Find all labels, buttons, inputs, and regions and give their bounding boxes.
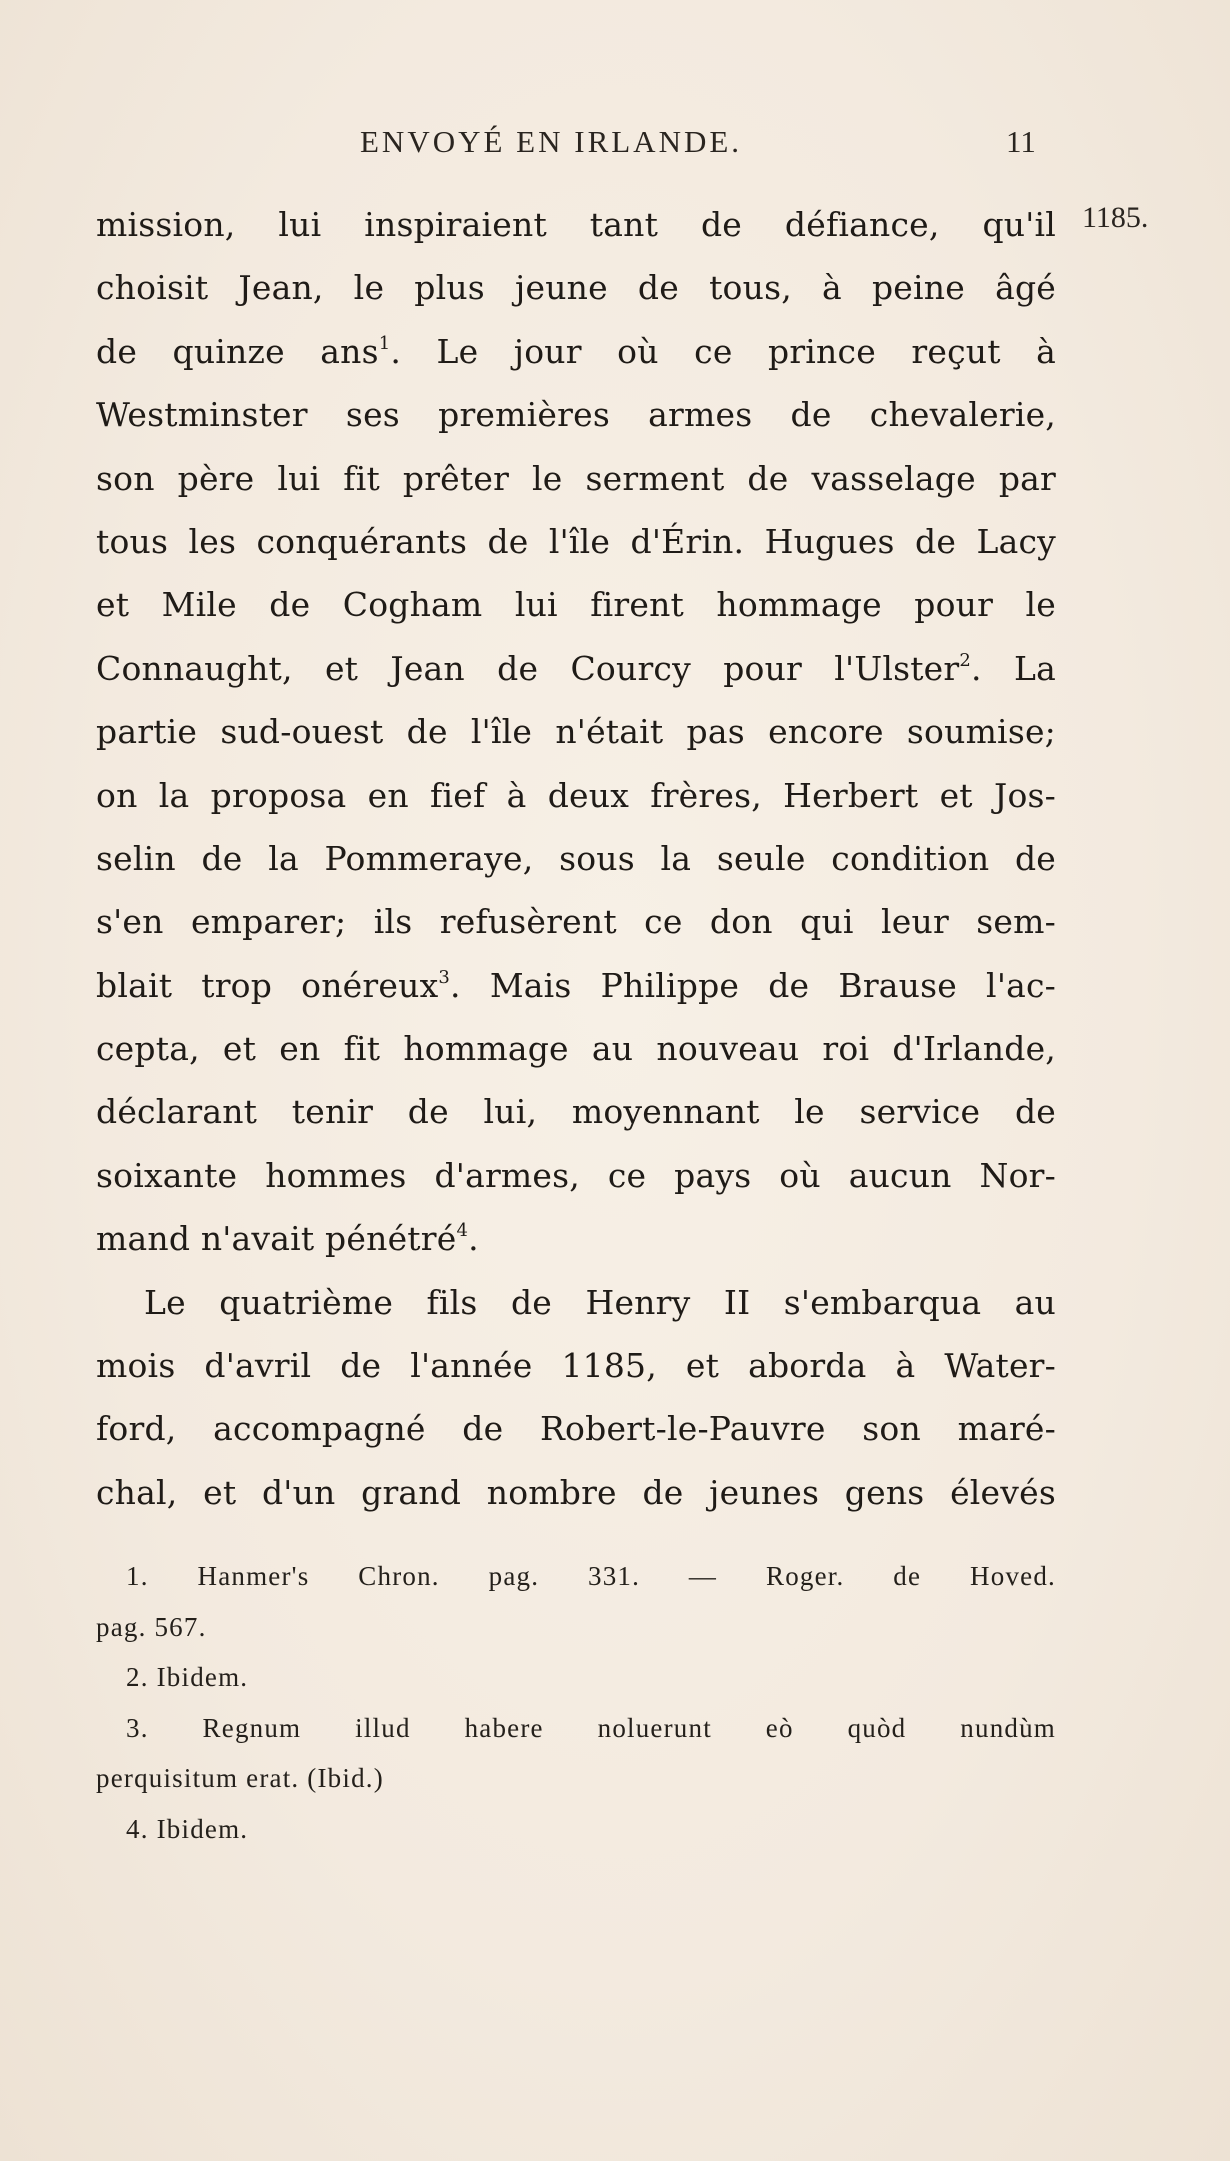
text-line: Le quatrième fils de Henry II s'embarqua au <box>144 1282 1056 1322</box>
margin-year: 1185. <box>1082 201 1149 234</box>
text-fragment: . Mais Philippe de Brause l'ac- <box>450 965 1056 1005</box>
text-line: ford, accompagné de Robert-le-Pauvre son maré- <box>96 1409 1056 1449</box>
text-line: chal, et d'un grand nombre de jeunes gens élevés <box>96 1472 1056 1512</box>
text-fragment: . Le jour où ce prince reçut à <box>390 331 1056 371</box>
page-number: 11 <box>1006 124 1036 159</box>
text-line: déclarant tenir de lui, moyennant le service de <box>96 1092 1056 1132</box>
footnote-continuation: pag. 567. <box>96 1611 207 1642</box>
text-line: mois d'avril de l'année 1185, et aborda à Water- <box>96 1346 1056 1386</box>
text-line: selin de la Pommeraye, sous la seule condition de <box>96 838 1056 878</box>
text-line: s'en emparer; ils refusèrent ce don qui leur sem- <box>96 902 1056 942</box>
text-fragment: mand n'avait pénétré <box>96 1219 457 1259</box>
text-fragment: . La <box>971 648 1056 688</box>
footnote-continuation: perquisitum erat. (Ibid.) <box>96 1763 384 1793</box>
text-line <box>96 637 1056 700</box>
text-fragment: Connaught, et Jean de Courcy pour l'Ulster <box>96 648 960 688</box>
text-fragment: blait trop onéreux <box>96 965 439 1005</box>
text-line: son père lui fit prêter le serment de vasselage par <box>96 458 1056 498</box>
footnote: 1. Hanmer's Chron. pag. 331. — Roger. de Hoved. <box>126 1561 1056 1591</box>
footnote: 4. Ibidem. <box>126 1813 249 1844</box>
note-ref: 1 <box>378 332 391 354</box>
text-line: partie sud-ouest de l'île n'était pas encore soumise; <box>96 712 1056 752</box>
main-text <box>96 193 1056 1524</box>
running-title: ENVOYÉ EN IRLANDE. <box>360 124 743 159</box>
note-ref: 4 <box>456 1220 469 1242</box>
note-ref: 3 <box>438 966 451 988</box>
footnote: 3. Regnum illud habere noluerunt eò quòd nundùm <box>126 1712 1056 1743</box>
text-line: on la proposa en fief à deux frères, Herbert et Jos- <box>96 775 1056 815</box>
text-fragment: de quinze ans <box>96 331 379 371</box>
text-line: choisit Jean, le plus jeune de tous, à peine âgé <box>96 268 1056 308</box>
footnotes <box>96 1551 1056 1854</box>
text-line: Westminster ses premières armes de chevalerie, <box>96 395 1056 435</box>
text-line: soixante hommes d'armes, ce pays où aucun Nor- <box>96 1155 1056 1195</box>
text-line: mission, lui inspiraient tant de défiance, qu'il <box>96 205 1056 244</box>
footnote: 2. Ibidem. <box>126 1662 249 1692</box>
text-line <box>96 1207 1056 1270</box>
text-line: et Mile de Cogham lui firent hommage pour le <box>96 585 1056 625</box>
text-line: tous les conquérants de l'île d'Érin. Hugues de Lacy <box>96 521 1056 561</box>
text-line: cepta, et en fit hommage au nouveau roi d'Irlande, <box>96 1029 1056 1069</box>
text-fragment: . <box>468 1219 479 1259</box>
text-line <box>96 320 1056 383</box>
note-ref: 2 <box>959 649 972 671</box>
text-line <box>96 954 1056 1017</box>
